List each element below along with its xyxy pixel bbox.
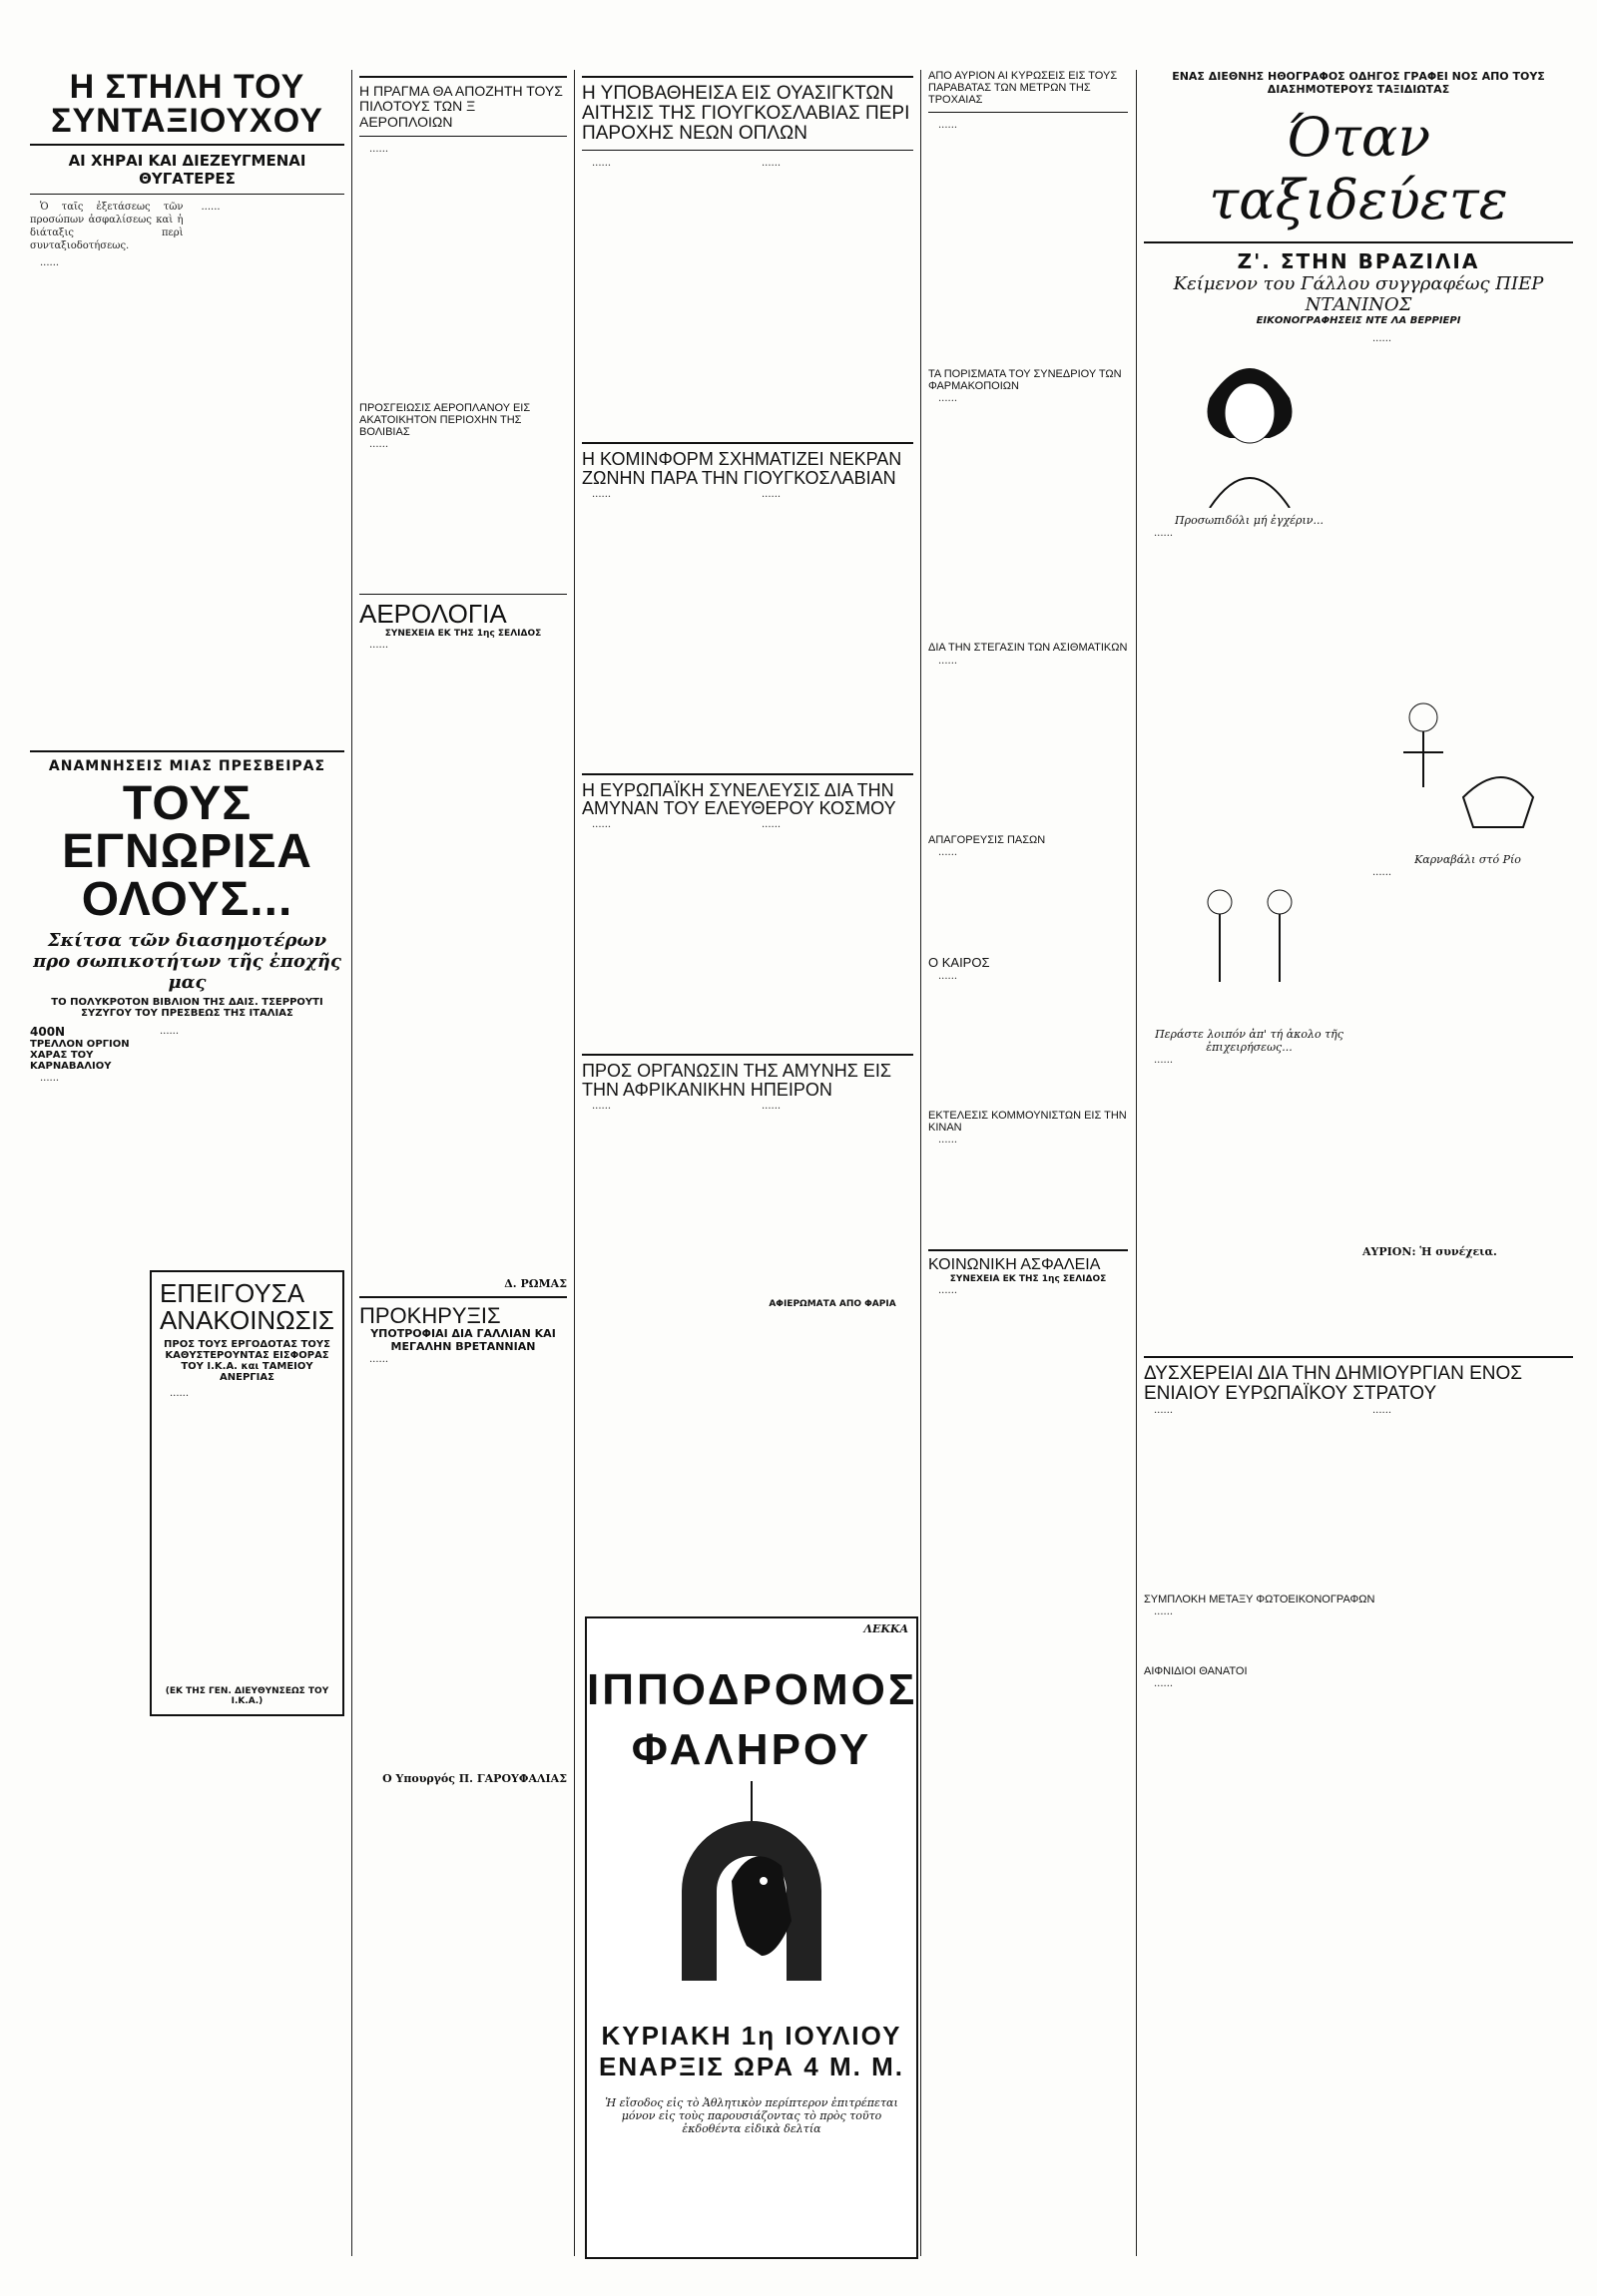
headline-aerologia: ΑΕΡΟΛΟΓΙΑ xyxy=(359,599,507,630)
headline-pharmacists: ΤΑ ΠΟΡΙΣΜΑΤΑ ΤΟΥ ΣΥΝΕΔΡΙΟΥ ΤΩΝ ΦΑΡΜΑΚΟΠΟΙΩΝ xyxy=(928,368,1122,393)
ad-signature: ΛΕΚΚΑ xyxy=(863,1622,908,1635)
headline-european-army: ΔΥΣΧΕΡΕΙΑΙ ΔΙΑ ΤΗΝ ΔΗΜΙΟΥΡΓΙΑΝ ΕΝΟΣ ΕΝΙΑΙΟΥ ΕΥΡΩΠΑΪΚΟΥ ΣΤΡΑΤΟΥ xyxy=(1144,1363,1523,1404)
divider xyxy=(359,1296,567,1298)
article-col xyxy=(150,1025,344,1723)
article-col xyxy=(752,1100,913,1369)
headline-social-security: ΚΟΙΝΩΝΙΚΗ ΑΣΦΑΛΕΙΑ xyxy=(928,1256,1101,1274)
article-text: ...... xyxy=(762,819,782,831)
divider xyxy=(928,1249,1128,1251)
section-kicker: ΑΦΙΕΡΩΜΑΤΑ ΑΠΟ ΦΑΡΙΑ xyxy=(769,1299,896,1310)
article-text: ...... xyxy=(592,488,612,500)
column-1 xyxy=(30,70,344,2256)
article-text: ...... xyxy=(938,846,958,858)
divider xyxy=(582,442,913,444)
column-rule xyxy=(574,70,575,2256)
ad-title-a: ΙΠΠΟΔΡΟΜΟΣ xyxy=(587,1665,918,1714)
article-text: ...... xyxy=(592,819,612,831)
continuation-note: ΣΥΝΕΧΕΙΑ ΕΚ ΤΗΣ 1ης ΣΕΛΙΔΟΣ xyxy=(949,1273,1107,1284)
article-text: ...... xyxy=(1372,1404,1392,1416)
divider xyxy=(359,594,567,595)
announcement-box xyxy=(150,1270,344,1716)
ad-time: ΕΝΑΡΞΙΣ ΩΡΑ 4 Μ. Μ. xyxy=(599,2052,904,2081)
illustration-caption: Προσωπιδόλι μή ἐγχέριν... xyxy=(1175,514,1324,527)
article-text: ...... xyxy=(1372,333,1392,344)
article-text: ...... xyxy=(938,1284,958,1296)
people-scene-illustration xyxy=(1170,862,1330,1022)
book-note: ΤΟ ΠΟΛΥΚΡΟΤΟΝ ΒΙΒΛΙΟΝ ΤΗΣ ΔΑΙΣ. ΤΣΕΡΡΟΥΤΙ ΣΥΖΥΓΟΥ ΤΟΥ ΠΡΕΣΒΕΩΣ ΤΗΣ ΙΤΑΛΙΑΣ xyxy=(51,997,323,1019)
article-text: ...... xyxy=(938,120,958,132)
article-body xyxy=(582,157,913,436)
article-col xyxy=(30,1025,142,1723)
article-text: Ὁ ταῖς ἐξετάσεως τῶν προσώπων ἀσφαλίσεως καὶ ἡ διάταξις περὶ συνταξιοδοτήσεως. ...... xyxy=(30,202,184,268)
divider xyxy=(582,150,913,151)
column-rule xyxy=(1136,70,1137,2256)
feature-byline: Κείμενον του Γάλλου συγγραφέως ΠΙΕΡ ΝΤΑΝΙΝΟΣ xyxy=(1173,273,1544,315)
article-body xyxy=(1144,1404,1573,1594)
article-text: ...... xyxy=(1372,867,1392,878)
divider xyxy=(30,194,344,195)
article-text: ...... xyxy=(159,1026,180,1037)
headline-syntaxiouxou: Η ΣΤΗΛΗ ΤΟΥ ΣΥΝΤΑΞΙΟΥΧΟΥ xyxy=(51,68,323,140)
carnival-illustration xyxy=(1383,678,1553,847)
article-text: ...... xyxy=(592,1101,612,1113)
feature-title: Όταν ταξιδεύετε xyxy=(1209,106,1508,231)
continuation-note: ΣΥΝΕΧΕΙΑ ΕΚ ΤΗΣ 1ης ΣΕΛΙΔΟΣ xyxy=(384,628,542,639)
headline-traffic: ΑΠΟ ΑΥΡΙΟΝ ΑΙ ΚΥΡΩΣΕΙΣ ΕΙΣ ΤΟΥΣ ΠΑΡΑΒΑΤΑΣ ΤΩΝ ΜΕΤΡΩΝ ΤΗΣ ΤΡΟΧΑΙΑΣ xyxy=(928,70,1118,107)
column-rule xyxy=(351,70,352,2256)
headline-sudden-deaths: ΑΙΦΝΙΔΙΟΙ ΘΑΝΑΤΟΙ xyxy=(1144,1664,1248,1677)
divider xyxy=(1144,241,1573,243)
divider xyxy=(582,773,913,775)
article-body xyxy=(582,488,913,767)
article-text: ...... xyxy=(938,1135,958,1147)
article-text: ...... xyxy=(369,1353,389,1365)
headline-weather: Ο ΚΑΙΡΟΣ xyxy=(928,954,990,970)
subheadline: Σκίτσα τῶν διασημοτέρων προ σωπικοτήτων τῆς ἐποχῆς μας xyxy=(33,930,341,993)
article-body xyxy=(30,1025,344,1723)
divider xyxy=(582,1054,913,1056)
headline-yugoslavia: Η ΥΠΟΒΑΘΗΕΙΣΑ ΕΙΣ ΟΥΑΣΙΓΚΤΩΝ ΑΙΤΗΣΙΣ ΤΗΣ ΓΙΟΥΓΚΟΣΛΑΒΙΑΣ ΠΕΡΙ ΠΑΡΟΧΗΣ ΝΕΩΝ ΟΠΛΩΝ xyxy=(582,83,910,144)
article-text: ...... xyxy=(592,157,612,169)
section-kicker: ΕΝΑΣ ΔΙΕΘΝΗΣ ΗΘΟΓΡΑΦΟΣ ΟΔΗΓΟΣ ΓΡΑΦΕΙ ΝΟΣ ΑΠΟ ΤΟΥΣ ΔΙΑΣΗΜΟΤΕΡΟΥΣ ΤΑΞΙΔΙΩΤΑΣ xyxy=(1172,70,1545,96)
hippodrome-ad xyxy=(585,1616,918,2259)
illustrations-credit: ΕΙΚΟΝΟΓΡΑΦΗΣΕΙΣ ΝΤΕ ΛΑ ΒΕΡΡΙΕΡΙ xyxy=(1256,315,1461,326)
divider xyxy=(30,144,344,146)
subheadline: ΑΙ ΧΗΡΑΙ ΚΑΙ ΔΙΕΖΕΥΓΜΕΝΑΙ ΘΥΓΑΤΕΡΕΣ xyxy=(68,152,306,188)
column-2 xyxy=(359,70,567,2256)
article-text: ...... xyxy=(369,639,389,651)
article-text: ...... xyxy=(40,1073,60,1084)
article-text: ...... xyxy=(938,970,958,982)
illustration-caption: Περάστε λοιπόν ἀπ' τή ἀκολο τῆς ἐπιχειρήσεως... xyxy=(1155,1028,1343,1054)
headline-european-assembly: Η ΕΥΡΩΠΑΪΚΗ ΣΥΝΕΛΕΥΣΙΣ ΔΙΑ ΤΗΝ ΑΜΥΝΑΝ ΤΟΥ ΕΛΕΥΘΕΡΟΥ ΚΟΣΜΟΥ xyxy=(582,779,896,819)
article-text: ...... xyxy=(938,393,958,405)
article-text: ...... xyxy=(762,157,782,169)
feature-subtitle: Ζ'. ΣΤΗΝ ΒΡΑΖΙΛΙΑ xyxy=(1237,249,1480,273)
section-number: 400Ν xyxy=(30,1025,66,1039)
article-text: ...... xyxy=(762,1101,782,1113)
ad-title-b: ΦΑΛΗΡΟΥ xyxy=(631,1725,872,1774)
divider xyxy=(359,76,567,78)
headline-photographers: ΣΥΜΠΛΟΚΗ ΜΕΤΑΞΥ ΦΩΤΟΕΙΚΟΝΟΓΡΑΦΩΝ xyxy=(1144,1593,1375,1606)
signature: Δ. ΡΩΜΑΣ xyxy=(504,1276,567,1290)
divider xyxy=(1144,1356,1573,1358)
article-text: ...... xyxy=(201,202,221,213)
headline-prohibition: ΑΠΑΓΟΡΕΥΣΙΣ ΠΑΣΩΝ xyxy=(928,833,1046,846)
horse-horseshoe-illustration xyxy=(652,1781,851,2011)
ad-date: ΚΥΡΙΑΚΗ 1η ΙΟΥΛΙΟΥ xyxy=(601,2021,902,2051)
article-body xyxy=(30,201,344,744)
article-text: ...... xyxy=(1154,1606,1174,1617)
feature-col xyxy=(1144,332,1354,1350)
column-rule xyxy=(920,70,921,2256)
section-kicker: ΤΡΕΛΛΟΝ ΟΡΓΙΟΝ ΧΑΡΑΣ ΤΟΥ ΚΑΡΝΑΒΑΛΙΟΥ xyxy=(30,1039,130,1072)
subheadline: ΥΠΟΤΡΟΦΙΑΙ ΔΙΑ ΓΑΛΛΙΑΝ ΚΑΙ ΜΕΓΑΛΗΝ ΒΡΕΤΑΝΝΙΑΝ xyxy=(370,1326,556,1353)
headline-prokiryxis: ΠΡΟΚΗΡΥΞΙΣ xyxy=(359,1302,501,1328)
article-text: ...... xyxy=(369,439,389,451)
headline-africa-defence: ΠΡΟΣ ΟΡΓΑΝΩΣΙΝ ΤΗΣ ΑΜΥΝΗΣ ΕΙΣ ΤΗΝ ΑΦΡΙΚΑΝΙΚΗΝ ΗΠΕΙΡΟΝ xyxy=(582,1061,892,1101)
headline-egnorisa: ΤΟΥΣ ΕΓΝΩΡΙΣΑ ΟΛΟΥΣ... xyxy=(62,777,312,926)
article-text: ...... xyxy=(1154,1055,1174,1066)
headline-kominform: Η ΚΟΜΙΝΦΟΡΜ ΣΧΗΜΑΤΙΖΕΙ ΝΕΚΡΑΝ ΖΩΝΗΝ ΠΑΡΑ ΤΗΝ ΓΙΟΥΓΚΟΣΛΑΒΙΑΝ xyxy=(582,448,902,488)
article-text: ...... xyxy=(1154,528,1174,539)
headline-china: ΕΚΤΕΛΕΣΙΣ ΚΟΜΜΟΥΝΙΣΤΩΝ ΕΙΣ ΤΗΝ ΚΙΝΑΝ xyxy=(928,1109,1127,1135)
article-body xyxy=(582,1100,913,1369)
section-kicker: ΑΝΑΜΝΗΣΕΙΣ ΜΙΑΣ ΠΡΕΣΒΕΙΡΑΣ xyxy=(48,758,326,774)
woman-portrait-illustration xyxy=(1170,338,1330,508)
announcement-footer: (ΕΚ ΤΗΣ ΓΕΝ. ΔΙΕΥΘΥΝΣΕΩΣ ΤΟΥ Ι.Κ.Α.) xyxy=(165,1685,329,1706)
illustration-caption: Καρναβάλι στό Ρίο xyxy=(1414,853,1521,866)
article-text: ...... xyxy=(1154,1678,1174,1690)
article-text: ...... xyxy=(369,144,389,156)
article-text: ...... xyxy=(762,488,782,500)
article-text: ...... xyxy=(1154,1404,1174,1416)
signature: Ο Υπουργός Π. ΓΑΡΟΥΦΑΛΙΑΣ xyxy=(382,1771,567,1785)
feature-col xyxy=(1362,332,1573,1350)
headline-pilotoi: Η ΠΡΑΓΜΑ ΘΑ ΑΠΟΖΗΤΗ ΤΟΥΣ ΠΙΛΟΤΟΥΣ ΤΩΝ Ξ ΑΕΡΟΠΛΟΙΩΝ xyxy=(359,83,563,130)
divider xyxy=(359,136,567,137)
divider xyxy=(928,112,1128,113)
headline-asthmatics: ΔΙΑ ΤΗΝ ΣΤΕΓΑΣΙΝ ΤΩΝ ΑΣΙΘΜΑΤΙΚΩΝ xyxy=(928,642,1128,655)
feature-body xyxy=(1144,332,1573,1350)
announcement-title: ΕΠΕΙΓΟΥΣΑ ΑΝΑΚΟΙΝΩΣΙΣ xyxy=(159,1278,334,1336)
column-5 xyxy=(1144,70,1573,2256)
announcement-subtitle: ΠΡΟΣ ΤΟΥΣ ΕΡΓΟΔΟΤΑΣ ΤΟΥΣ ΚΑΘΥΣΤΕΡΟΥΝΤΑΣ ΕΙΣΦΟΡΑΣ ΤΟΥ Ι.Κ.Α. και ΤΑΜΕΙΟΥ ΑΝΕΡΓΙΑΣ xyxy=(164,1338,330,1383)
divider xyxy=(30,750,344,752)
continued-note: ΑΥΡΙΟΝ: Ἡ συνέχεια. xyxy=(1362,1245,1497,1258)
announcement-text: ...... xyxy=(169,1387,190,1399)
headline-aeroplano: ΠΡΟΣΓΕΙΩΣΙΣ ΑΕΡΟΠΛΑΝΟΥ ΕΙΣ ΑΚΑΤΟΙΚΗΤΟΝ ΠΕΡΙΟΧΗΝ ΤΗΣ ΒΟΛΙΒΙΑΣ xyxy=(359,402,531,439)
article-text: ...... xyxy=(938,655,958,667)
divider xyxy=(582,76,913,78)
ad-note: Ἡ εἴσοδος εἰς τὸ Ἀθλητικὸν περίπτερον ἐπιτρέπεται μόνον εἰς τοὺς παρουσιάζοντας τὸ πρὸς τοῦτο ἐκδοθέντα εἰδικὰ δελτία xyxy=(605,2096,898,2135)
column-4 xyxy=(928,70,1128,2256)
article-body xyxy=(582,818,913,1048)
